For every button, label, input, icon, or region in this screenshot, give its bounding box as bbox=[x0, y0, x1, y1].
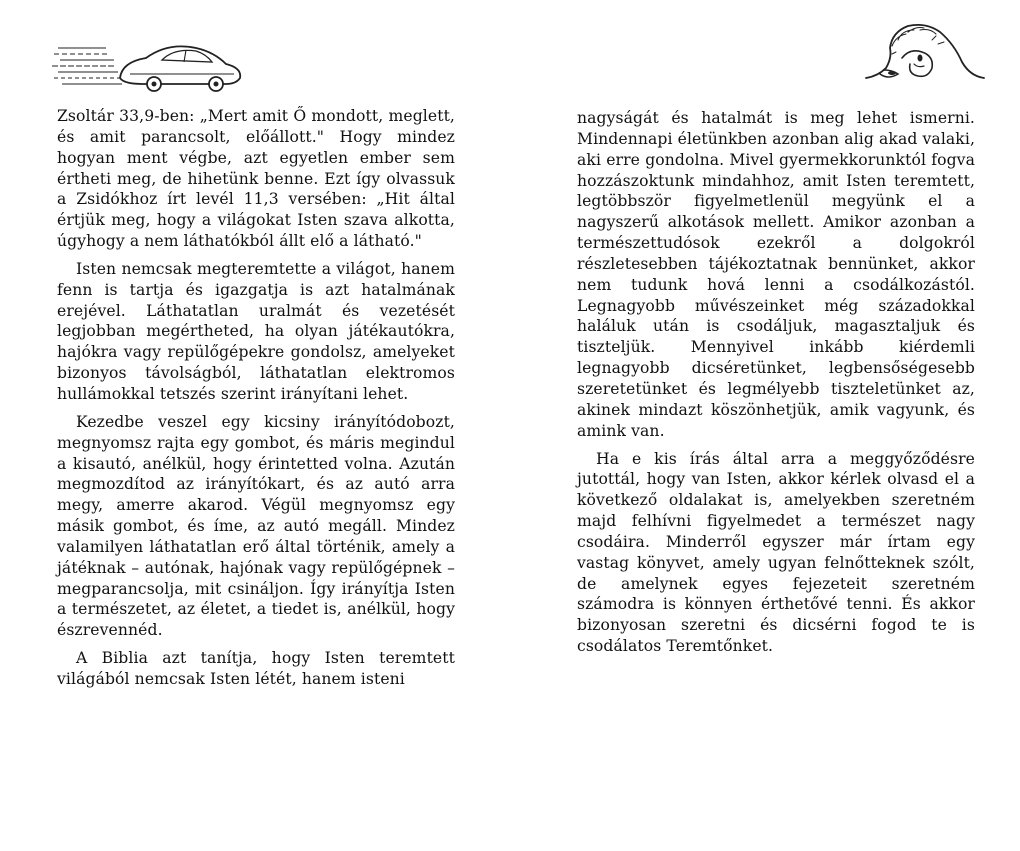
right-text-column bbox=[577, 108, 975, 657]
wave-illustration bbox=[862, 18, 987, 86]
left-text-column bbox=[57, 106, 455, 690]
paragraph-ha-e-kis-iras: Ha e kis írás által arra a meggyőződésre jutottál, hogy van Isten, akkor kérlek olvasd el a következő oldalakat is, amelyekben szeretném majd felhívni figyelmedet a természet nagy csodáira. Minderről egyszer már írtam egy vastag könyvet, amely ugyan felnőtteknek szólt, de amelynek egyes fejezeteit szeretném számodra is könnyen érthetővé tenni. És akkor bizonyosan szeretni és dicsérni fogod te is csodálatos Teremtőnket. bbox=[577, 449, 975, 656]
right-page bbox=[510, 0, 1020, 851]
paragraph-kezedbe: Kezedbe veszel egy kicsiny irányítódobozt, megnyomsz rajta egy gombot, és máris megindul a kisautó, anélkül, hogy érintetted volna. Azután megmozdítod az irányítókart, és az autó arra megy, amerre akarod. Végül megnyomsz egy másik gombot, és íme, az autó megáll. Mindez valamilyen láthatatlan erő által történik, amely a játéknak – autónak, hajónak vagy repülőgépnek – megparancsolja, mit csináljon. Így irányítja Isten a természetet, az életet, a tiedet is, anélkül, hogy észrevennéd. bbox=[57, 412, 455, 640]
paragraph-biblia: A Biblia azt tanítja, hogy Isten teremtett világából nemcsak Isten létét, hanem isteni bbox=[57, 649, 455, 688]
car-illustration bbox=[50, 38, 250, 94]
paragraph-nagysagat: nagyságát és hatalmát is meg lehet ismerni. Mindennapi életünkben azonban alig akad valaki, aki erre gondolna. Mivel gyermekkorunktól fogva hozzászoktunk mindahhoz, amit Isten teremtett, legtöbbször figyelmetlenül megyünk el a nagyszerű alkotások mellett. Amikor azonban a természettudósok ezekről a dolgokról részletesebben tájékoztatnak bennünket, akkor nem tudunk hová lenni a csodálkozástól. Legnagyobb művészeinket még századokkal haláluk után is csodáljuk, magasztaljuk és tiszteljük. Mennyivel inkább kiérdemli legnagyobb dicséretünket, legbensőségesebb szeretetünket és legmélyebb tiszteletünket az, akinek mindazt köszönhetjük, amik vagyunk, és amink van. bbox=[577, 109, 975, 440]
paragraph-zsoltar: Zsoltár 33,9-ben: „Mert amit Ő mondott, meglett, és amit parancsolt, előállott." Hogy mindez hogyan ment végbe, azt egyetlen ember sem értheti meg, de hihetünk benne. Ezt így olvassuk a Zsidókhoz írt levél 11,3 versében: „Hit által értjük meg, hogy a világokat Isten szava alkotta, úgyhogy a nem láthatókból állt elő a látható." bbox=[57, 107, 455, 251]
paragraph-isten-nemcsak: Isten nemcsak megteremtette a világot, hanem fenn is tartja és igazgatja is azt hatalmának erejével. Láthatatlan uralmát és vezetését legjobban megértheted, ha olyan játékautókra, hajókra vagy repülőgépekre gondolsz, amelyeket bizonyos távolságból, láthatatlan elektromos hullámokkal tetszés szerint irányítani lehet. bbox=[57, 259, 455, 403]
